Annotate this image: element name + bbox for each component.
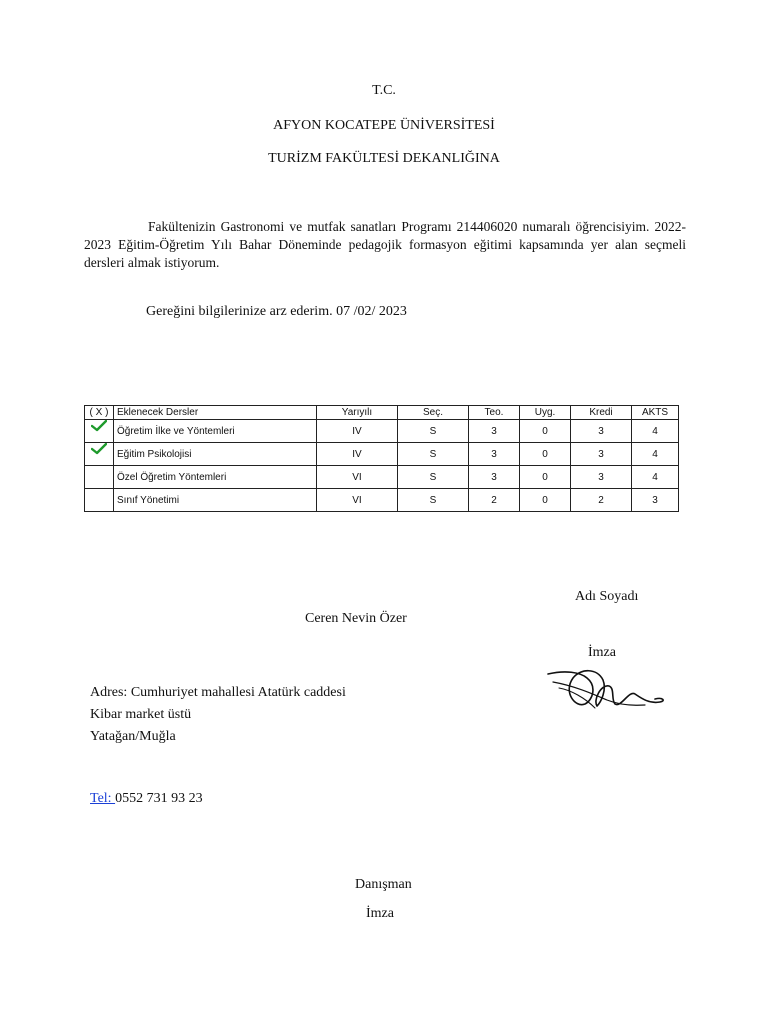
header-faculty: TURİZM FAKÜLTESİ DEKANLIĞINA — [268, 151, 500, 166]
phone-line — [90, 791, 203, 807]
course-akts: 3 — [632, 489, 679, 512]
row-checkbox[interactable] — [85, 466, 114, 489]
request-paragraph-text: Fakültenizin Gastronomi ve mutfak sanatları Programı 214406020 numaralı öğrencisiyim. 2022-2023 Eğitim-Öğretim Yılı Bahar Döneminde pedagojik formasyon eğitimi kapsamında yer alan seçmeli dersleri almak istiyorum. — [84, 219, 686, 270]
table-header-row — [85, 406, 679, 420]
closing-line: Gereğini bilgilerinize arz ederim. 07 /02/ 2023 — [146, 304, 407, 319]
course-teo: 3 — [469, 443, 520, 466]
header-x: ( X ) — [85, 406, 114, 420]
advisor-signature-label: İmza — [366, 906, 394, 921]
header-university: AFYON KOCATEPE ÜNİVERSİTESİ — [273, 118, 495, 133]
course-akts: 4 — [632, 443, 679, 466]
phone-number: 0552 731 93 23 — [115, 791, 203, 806]
header-teo: Teo. — [469, 406, 520, 420]
row-checkbox[interactable] — [85, 489, 114, 512]
tel-link[interactable]: Tel: — [90, 791, 116, 806]
header-sec: Seç. — [398, 406, 469, 420]
course-kredi: 2 — [571, 489, 632, 512]
request-paragraph — [84, 218, 686, 272]
student-name: Ceren Nevin Özer — [305, 611, 407, 626]
header-tc: T.C. — [372, 83, 396, 98]
course-akts: 4 — [632, 466, 679, 489]
course-teo: 3 — [469, 466, 520, 489]
row-checkbox[interactable] — [85, 420, 114, 443]
table-row — [85, 489, 679, 512]
course-akts: 4 — [632, 420, 679, 443]
table-row — [85, 443, 679, 466]
courses-table — [84, 405, 679, 512]
course-uyg: 0 — [520, 489, 571, 512]
course-kredi: 3 — [571, 420, 632, 443]
course-uyg: 0 — [520, 466, 571, 489]
course-sec: S — [398, 466, 469, 489]
course-teo: 2 — [469, 489, 520, 512]
course-semester: IV — [317, 420, 398, 443]
header-kredi: Kredi — [571, 406, 632, 420]
course-kredi: 3 — [571, 466, 632, 489]
course-kredi: 3 — [571, 443, 632, 466]
address-line-3: Yatağan/Muğla — [90, 729, 176, 744]
course-teo: 3 — [469, 420, 520, 443]
handwritten-signature — [545, 660, 670, 715]
course-name: Öğretim İlke ve Yöntemleri — [114, 420, 317, 443]
header-akts: AKTS — [632, 406, 679, 420]
course-semester: IV — [317, 443, 398, 466]
name-label: Adı Soyadı — [575, 589, 639, 604]
address-line-2: Kibar market üstü — [90, 707, 192, 722]
course-sec: S — [398, 420, 469, 443]
header-uyg: Uyg. — [520, 406, 571, 420]
checkmark-icon — [91, 420, 107, 432]
checkmark-icon — [91, 443, 107, 455]
course-semester: VI — [317, 466, 398, 489]
table-row — [85, 466, 679, 489]
row-checkbox[interactable] — [85, 443, 114, 466]
course-name: Sınıf Yönetimi — [114, 489, 317, 512]
course-name: Eğitim Psikolojisi — [114, 443, 317, 466]
table-row — [85, 420, 679, 443]
course-sec: S — [398, 489, 469, 512]
course-semester: VI — [317, 489, 398, 512]
course-uyg: 0 — [520, 420, 571, 443]
course-name: Özel Öğretim Yöntemleri — [114, 466, 317, 489]
address-line-1: Adres: Cumhuriyet mahallesi Atatürk caddesi — [90, 685, 346, 700]
advisor-title: Danışman — [355, 877, 412, 892]
header-course: Eklenecek Dersler — [114, 406, 317, 420]
header-semester: Yarıyılı — [317, 406, 398, 420]
student-signature-label: İmza — [588, 645, 616, 660]
course-uyg: 0 — [520, 443, 571, 466]
course-sec: S — [398, 443, 469, 466]
